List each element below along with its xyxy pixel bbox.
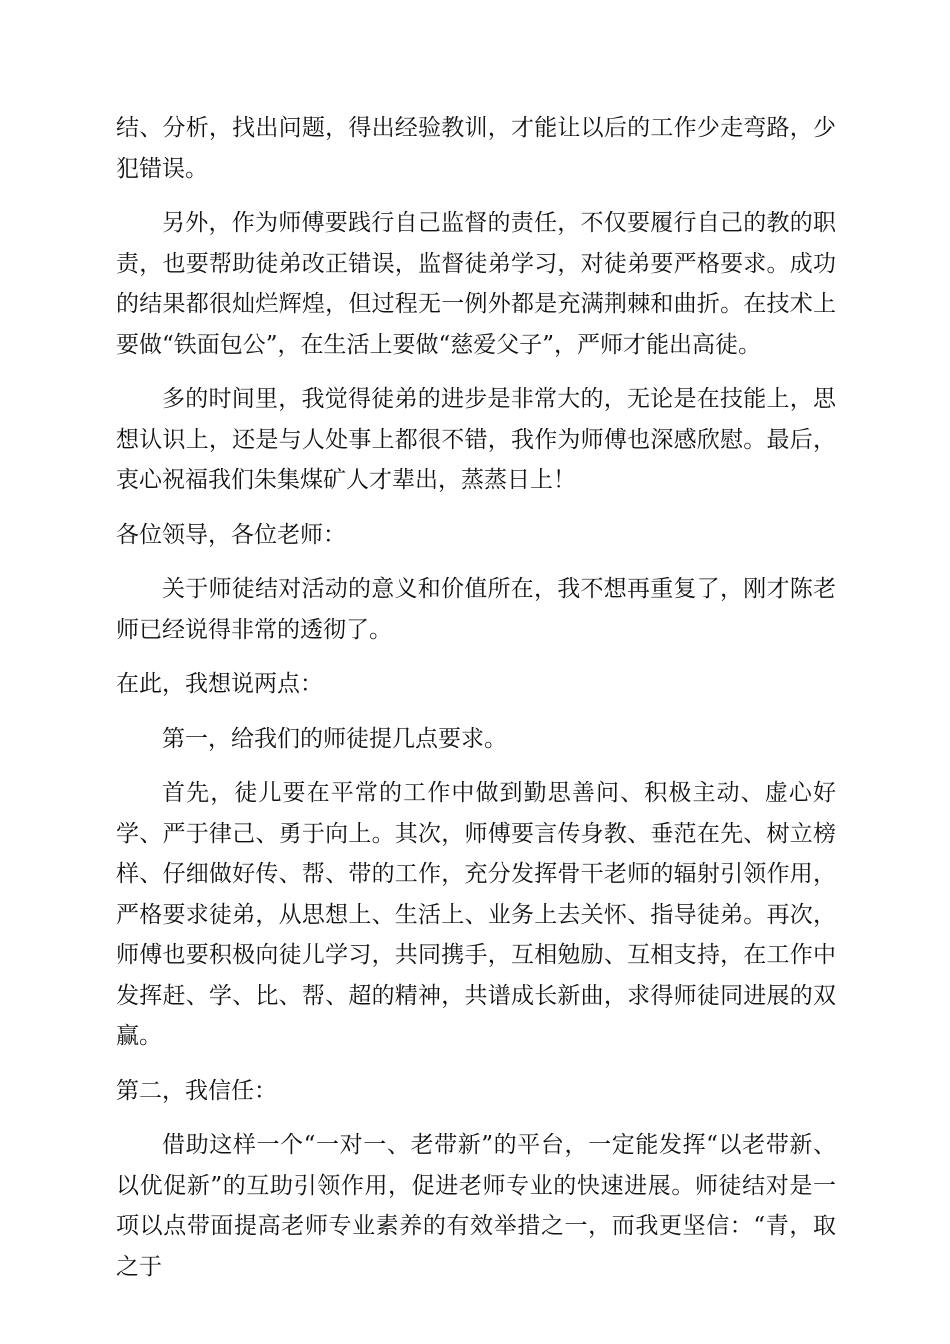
paragraph-6: 在此，我想说两点： xyxy=(116,671,323,697)
paragraph-2: 另外，作为师傅要践行自己监督的责任，不仅要履行自己的教的职责，也要帮助徒弟改正错误，监督徒弟学习，对徒弟要严格要求。成功的结果都很灿烂辉煌，但过程无一例外都是充满荆棘和曲折。在技术上要做“铁面包公”，在生活上要做“慈爱父子”，严师才能出高徒。 xyxy=(116,210,836,358)
salutation: 各位领导，各位老师： xyxy=(116,521,346,548)
paragraph-5: 关于师徒结对活动的意义和价值所在，我不想再重复了，刚才陈老师已经说得非常的透彻了。 xyxy=(116,576,836,643)
paragraph-10: 借助这样一个“一对一、老带新”的平台，一定能发挥“以老带新、以优促新”的互助引领作用，促进老师专业的快速进展。师徒结对是一项以点带面提高老师专业素养的有效举措之一，而我更坚信：“青，取之于 xyxy=(116,1132,836,1280)
paragraph-9: 第二，我信任： xyxy=(116,1077,277,1104)
paragraph-3: 多的时间里，我觉得徒弟的进步是非常大的，无论是在技能上，思想认识上，还是与人处事上都很不错，我作为师傅也深感欣慰。最后，衷心祝福我们朱集煤矿人才辈出，蒸蒸日上！ xyxy=(116,386,836,493)
paragraph-1: 结、分析，找出问题，得出经验教训，才能让以后的工作少走弯路，少犯错误。 xyxy=(116,115,836,182)
document-body xyxy=(116,108,836,1301)
paragraph-7: 第一，给我们的师徒提几点要求。 xyxy=(162,725,507,752)
paragraph-8: 首先，徒儿要在平常的工作中做到勤思善问、积极主动、虚心好学、严于律己、勇于向上。其次，师傅要言传身教、垂范在先、树立榜样、仔细做好传、帮、带的工作，充分发挥骨干老师的辐射引领作用，严格要求徒弟，从思想上、生活上、业务上去关怀、指导徒弟。再次，师傅也要积极向徒儿学习，共同携手，互相勉励、互相支持，在工作中发挥赶、学、比、帮、超的精神，共谱成长新曲，求得师徒同进展的双赢。 xyxy=(116,780,836,1049)
